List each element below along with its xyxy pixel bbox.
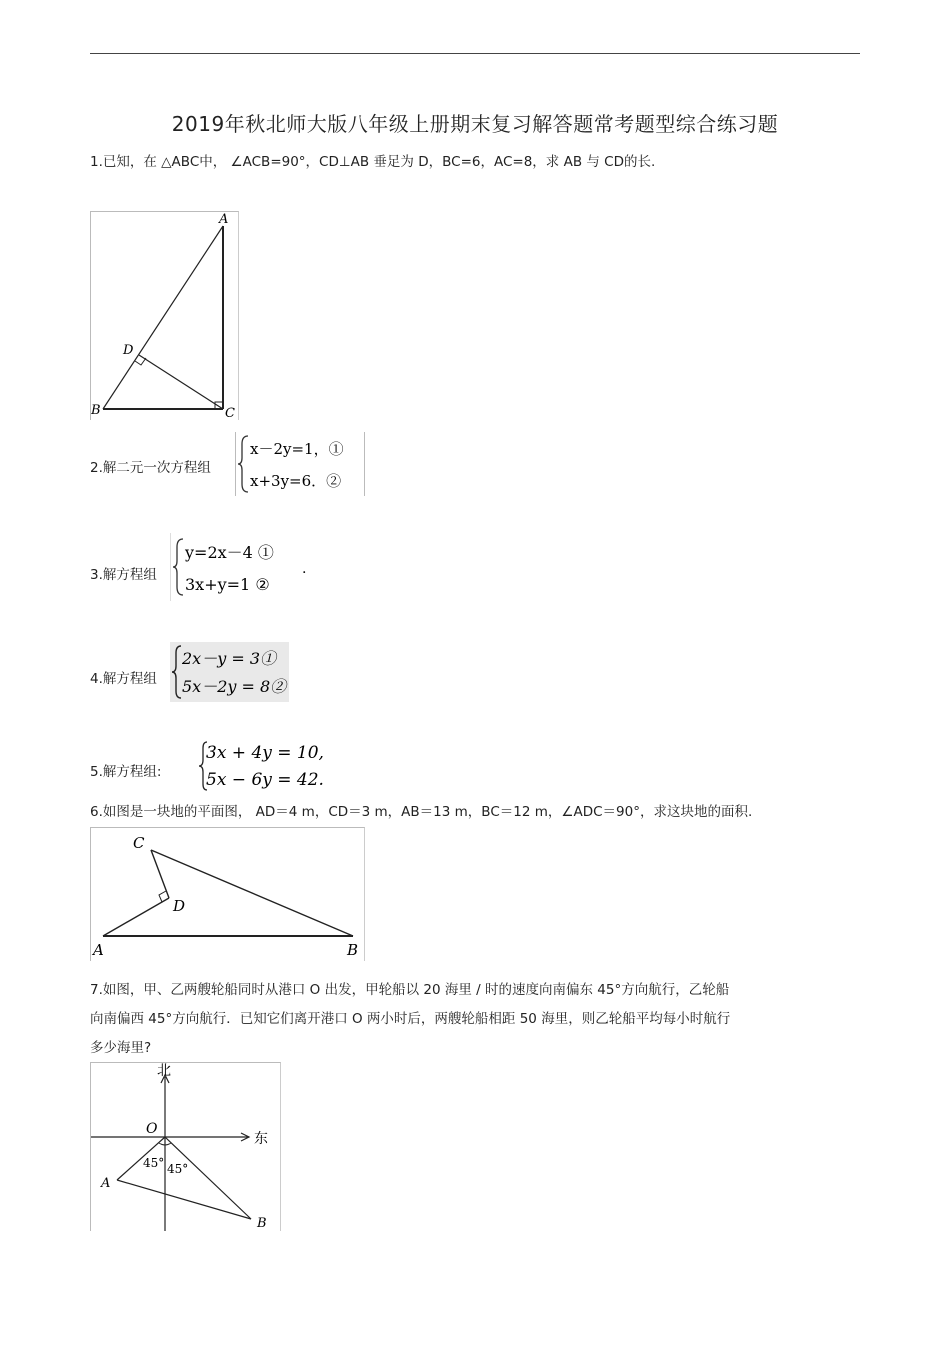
- equation-system-3: [170, 533, 321, 601]
- top-rule: [90, 53, 860, 54]
- label-c: C: [133, 834, 145, 852]
- equation-5-line-1: 3x + 4y = 10,: [206, 743, 324, 763]
- question-5-text: 5.解方程组:: [90, 764, 162, 780]
- label-d: D: [123, 343, 134, 358]
- segment-ad: [103, 898, 169, 936]
- quadrilateral-abcd-diagram: [91, 828, 364, 961]
- equation-5-line-2: 5x − 6y = 42.: [206, 770, 324, 790]
- equation-3-period: .: [302, 561, 307, 577]
- question-6-text: 6.如图是一块地的平面图， AD＝4 m，CD＝3 m，AB＝13 m，BC＝12 m，∠ADC＝90°，求这块地的面积.: [90, 804, 753, 820]
- label-b: B: [91, 403, 101, 418]
- equation-system-4: [170, 642, 289, 702]
- label-b: B: [347, 941, 359, 959]
- label-a: A: [219, 212, 229, 227]
- label-o: O: [146, 1121, 158, 1137]
- equation-2-line-1: x－2y=1，①: [250, 440, 344, 458]
- segment-ab: [103, 226, 223, 409]
- question-1-text: 1.已知，在 △ABC中， ∠ACB=90°，CD⊥AB 垂足为 D，BC=6，AC=8，求 AB 与 CD的长.: [90, 154, 656, 170]
- question-2-text: 2.解二元一次方程组: [90, 460, 211, 476]
- page-title: 2019年秋北师大版八年级上册期末复习解答题常考题型综合练习题: [171, 112, 779, 136]
- equation-3-line-1: y=2x－4 ①: [185, 543, 274, 562]
- equation-brace-5: [198, 738, 328, 794]
- question-4-text: 4.解方程组: [90, 671, 157, 687]
- triangle-abc-diagram: [91, 212, 238, 420]
- label-east: 东: [254, 1131, 268, 1147]
- compass-ships-diagram: [91, 1063, 280, 1231]
- equation-4-line-2: 5x－2y = 8②: [182, 677, 287, 696]
- label-a: A: [101, 1176, 111, 1191]
- equation-4-line-1: 2x－y = 3①: [182, 649, 277, 668]
- segment-cb: [151, 850, 353, 936]
- label-b: B: [257, 1216, 267, 1231]
- equation-system-5: [198, 738, 328, 794]
- equation-3-line-2: 3x+y=1 ②: [185, 575, 270, 594]
- equation-system-2: [235, 432, 365, 496]
- question-7-line-3: 多少海里?: [90, 1040, 152, 1056]
- label-d: D: [173, 897, 186, 915]
- question-3-text: 3.解方程组: [90, 567, 157, 583]
- question-7-line-1: 7.如图，甲、乙两艘轮船同时从港口 O 出发，甲轮船以 20 海里 / 时的速度向南偏东 45°方向航行，乙轮船: [90, 982, 730, 998]
- label-angle-1: 45°: [143, 1156, 165, 1170]
- figure-1: [90, 211, 239, 420]
- label-angle-2: 45°: [167, 1162, 189, 1176]
- equation-2-line-2: x+3y=6．②: [250, 472, 342, 490]
- equation-brace-3: [171, 533, 321, 601]
- figure-7: [90, 1062, 281, 1231]
- label-a: A: [93, 941, 104, 959]
- equation-brace-2: [236, 432, 364, 496]
- equation-brace-4: [170, 642, 289, 702]
- segment-cd: [139, 355, 223, 409]
- question-7-line-2: 向南偏西 45°方向航行．已知它们离开港口 O 两小时后，两艘轮船相距 50 海里，则乙轮船平均每小时航行: [90, 1011, 731, 1027]
- figure-6: [90, 827, 365, 961]
- label-north: 北: [157, 1063, 171, 1079]
- label-c: C: [225, 406, 235, 420]
